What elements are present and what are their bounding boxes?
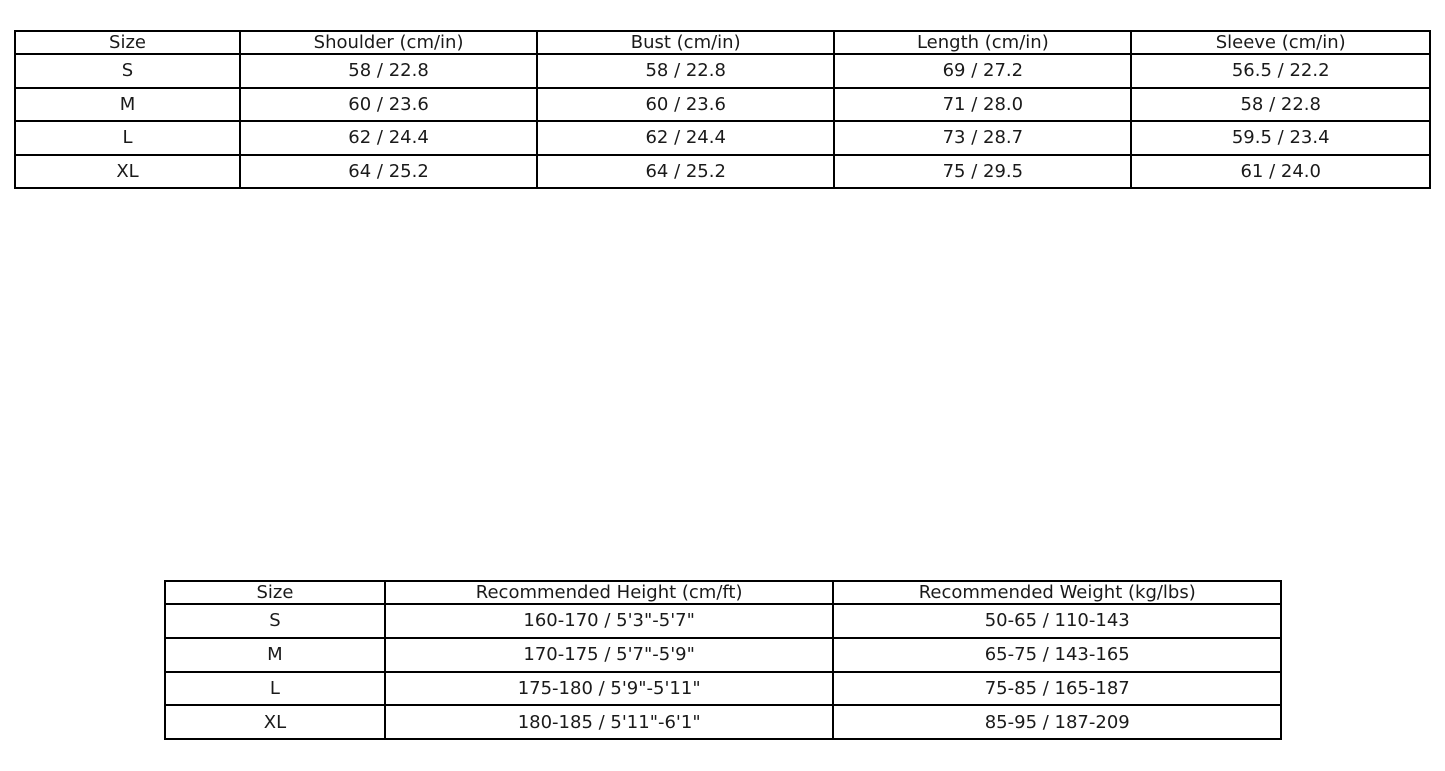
value-cell: 69 / 27.2 [834,54,1131,88]
value-cell: 160-170 / 5'3"-5'7" [385,604,834,638]
size-cell: L [165,672,385,706]
value-cell: 60 / 23.6 [537,88,834,122]
value-cell: 60 / 23.6 [240,88,537,122]
garment-measurement-table [14,30,1431,189]
value-cell: 62 / 24.4 [537,121,834,155]
value-cell: 64 / 25.2 [537,155,834,189]
column-header: Size [165,581,385,604]
column-header: Bust (cm/in) [537,31,834,54]
value-cell: 58 / 22.8 [1131,88,1430,122]
size-cell: XL [15,155,240,189]
value-cell: 75 / 29.5 [834,155,1131,189]
table-row [15,88,1430,122]
header-row [165,581,1281,604]
value-cell: 56.5 / 22.2 [1131,54,1430,88]
table-row [165,604,1281,638]
size-cell: S [15,54,240,88]
header-row [15,31,1430,54]
value-cell: 58 / 22.8 [240,54,537,88]
value-cell: 75-85 / 165-187 [833,672,1281,706]
column-header: Shoulder (cm/in) [240,31,537,54]
size-cell: M [15,88,240,122]
column-header: Size [15,31,240,54]
value-cell: 71 / 28.0 [834,88,1131,122]
value-cell: 58 / 22.8 [537,54,834,88]
table-row [165,672,1281,706]
value-cell: 85-95 / 187-209 [833,705,1281,739]
size-recommendation-table [164,580,1282,740]
value-cell: 62 / 24.4 [240,121,537,155]
value-cell: 64 / 25.2 [240,155,537,189]
table-row [165,705,1281,739]
size-cell: M [165,638,385,672]
column-header: Length (cm/in) [834,31,1131,54]
table-row [165,638,1281,672]
value-cell: 175-180 / 5'9"-5'11" [385,672,834,706]
size-cell: S [165,604,385,638]
value-cell: 170-175 / 5'7"-5'9" [385,638,834,672]
value-cell: 73 / 28.7 [834,121,1131,155]
value-cell: 59.5 / 23.4 [1131,121,1430,155]
table-row [15,54,1430,88]
size-cell: L [15,121,240,155]
table-row [15,155,1430,189]
column-header: Sleeve (cm/in) [1131,31,1430,54]
size-cell: XL [165,705,385,739]
value-cell: 65-75 / 143-165 [833,638,1281,672]
value-cell: 180-185 / 5'11"-6'1" [385,705,834,739]
column-header: Recommended Height (cm/ft) [385,581,834,604]
value-cell: 61 / 24.0 [1131,155,1430,189]
table-row [15,121,1430,155]
column-header: Recommended Weight (kg/lbs) [833,581,1281,604]
value-cell: 50-65 / 110-143 [833,604,1281,638]
